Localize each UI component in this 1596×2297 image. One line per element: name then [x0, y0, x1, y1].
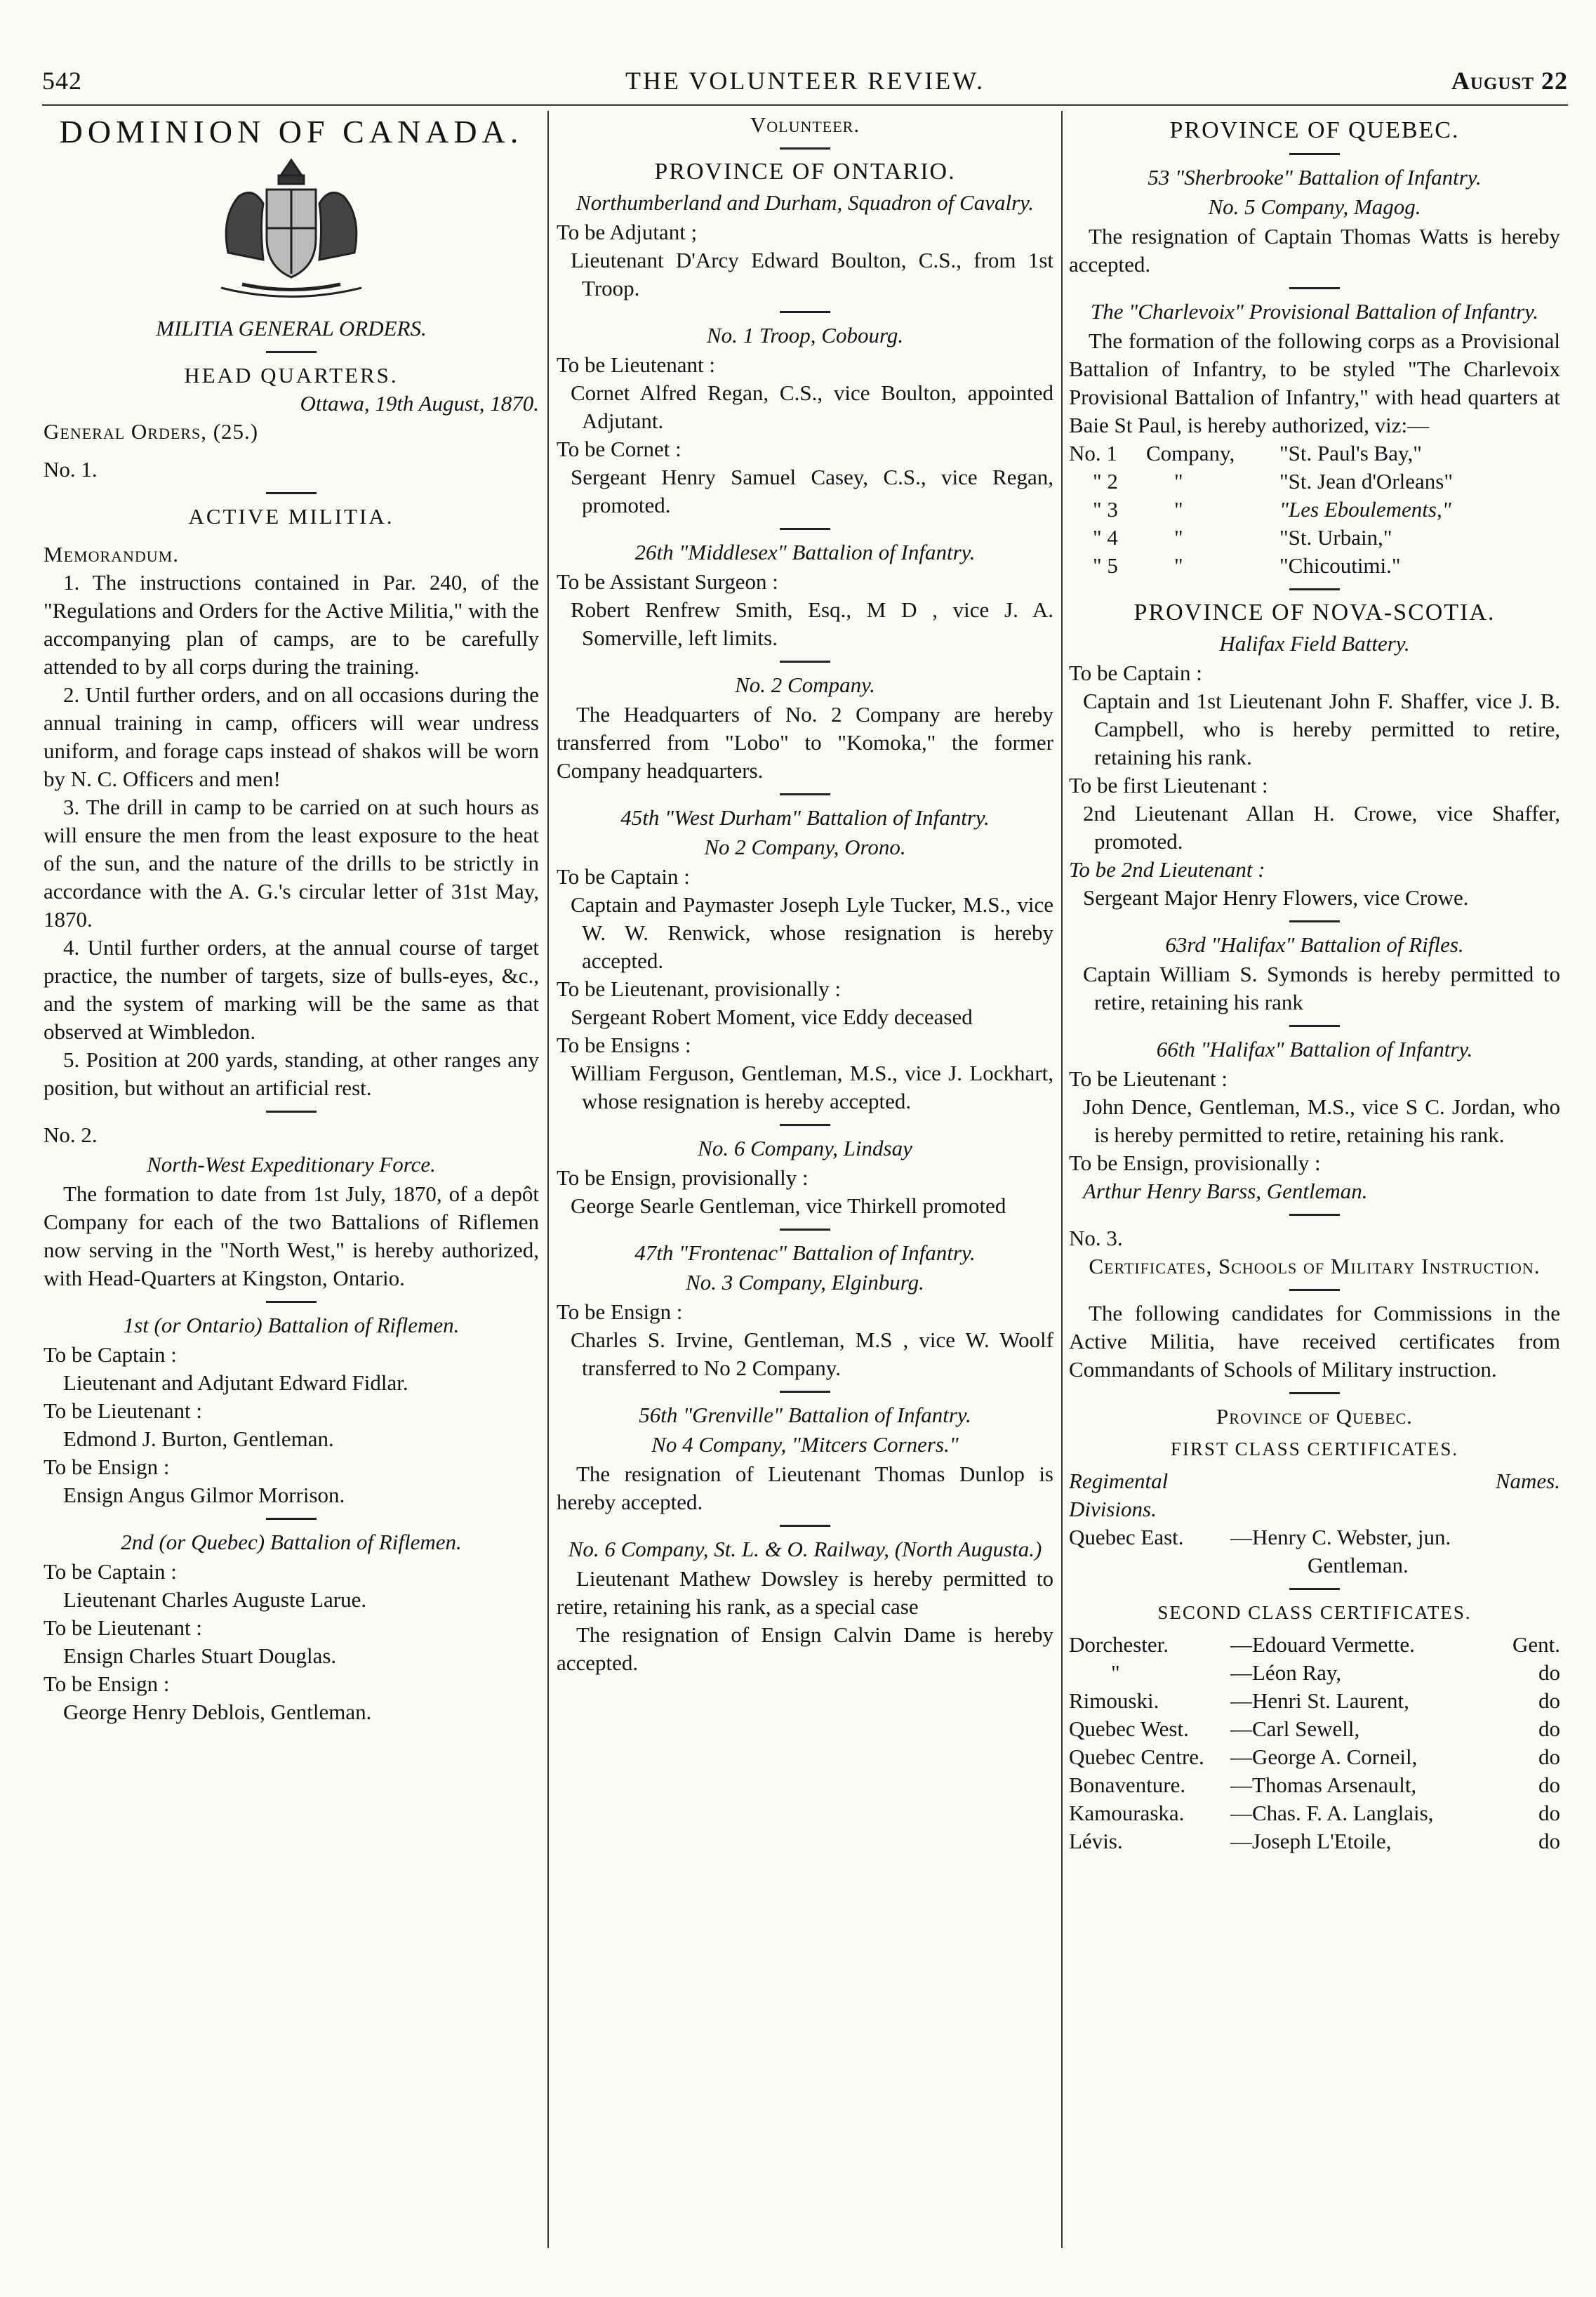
unit-heading: No. 6 Company, St. L. & O. Railway, (North Augusta.): [568, 1537, 1042, 1561]
province-ontario-heading: PROVINCE OF ONTARIO.: [654, 159, 956, 185]
notice-paragraph: The resignation of Ensign Calvin Dame is hereby accepted.: [557, 1622, 1053, 1675]
general-orders-label: General Orders, (25.): [44, 419, 259, 444]
appointment-entry: Sergeant Henry Samuel Casey, C.S., vice Regan, promoted.: [571, 465, 1053, 517]
first-class-heading: FIRST CLASS CERTIFICATES.: [1170, 1438, 1459, 1459]
ontario-riflemen-heading: 1st (or Ontario) Battalion of Riflemen.: [123, 1313, 460, 1337]
memo-paragraph-3: 3. The drill in camp to be carried on at such hours as will ensure the men from the least exposure to the heat of the sun, and the nature of the drills to be strictly in accordance with the A. G.'s circular letter of 31st May, 1870.: [44, 795, 539, 932]
grade-cell: do: [1538, 1773, 1560, 1797]
royal-coat-of-arms-emblem: [200, 154, 383, 302]
appointment-label: To be Lieutenant :: [44, 1615, 202, 1640]
divider: [780, 528, 830, 530]
divider: [780, 1525, 830, 1527]
divider: [1289, 1289, 1340, 1291]
appointment-entry: Lieutenant D'Arcy Edward Boulton, C.S., from 1st Troop.: [571, 248, 1053, 300]
notice-paragraph: The resignation of Captain Thomas Watts is hereby accepted.: [1069, 224, 1560, 277]
name-cell: —Chas. F. A. Langlais,: [1230, 1801, 1434, 1825]
column-3: [1069, 111, 1560, 2262]
grade-cell: do: [1538, 1716, 1560, 1741]
province-quebec-subheading: Province of Quebec.: [1216, 1404, 1413, 1429]
company-word: ": [1174, 497, 1183, 522]
name-cell: —Edouard Vermette.: [1230, 1632, 1415, 1657]
appointment-label: To be Lieutenant :: [557, 352, 715, 377]
table-row: [1069, 1715, 1560, 1743]
appointment-label: To be Captain :: [557, 864, 690, 889]
divider: [266, 492, 317, 494]
unit-heading: Halifax Field Battery.: [1219, 631, 1410, 656]
grade-cell: do: [1538, 1829, 1560, 1853]
appointment-label: To be Lieutenant, provisionally :: [557, 977, 842, 1001]
grade-cell: do: [1538, 1745, 1560, 1769]
quebec-riflemen-heading: 2nd (or Quebec) Battalion of Riflemen.: [121, 1530, 462, 1554]
table-row: [1069, 1743, 1560, 1771]
second-class-heading: SECOND CLASS CERTIFICATES.: [1157, 1602, 1472, 1623]
active-militia-heading: ACTIVE MILITIA.: [188, 504, 394, 529]
divider: [1289, 287, 1340, 289]
notice-paragraph: The formation of the following corps as a Provisional Battalion of Infantry, to be styled "The Charlevoix Provisional Battalion of Infantry," with head quarters at Baie St Paul, is hereby authorized, viz:—: [1069, 329, 1560, 437]
company-number: " 4: [1093, 525, 1118, 550]
appointment-entry: Sergeant Major Henry Flowers, vice Crowe.: [1083, 885, 1469, 910]
unit-heading: 45th "West Durham" Battalion of Infantry.: [620, 805, 990, 830]
name-cell: Gentleman.: [1308, 1553, 1409, 1577]
name-cell: —Carl Sewell,: [1230, 1716, 1360, 1741]
appointment-entry: Arthur Henry Barss, Gentleman.: [1083, 1179, 1368, 1203]
unit-heading: 66th "Halifax" Battalion of Infantry.: [1156, 1037, 1473, 1061]
divider: [780, 1391, 830, 1393]
division-cell: ": [1111, 1660, 1120, 1685]
appointment-label: To be 2nd Lieutenant :: [1069, 857, 1265, 882]
column-2: [557, 111, 1053, 2262]
table-row: [1069, 496, 1560, 524]
table-row: [1069, 1687, 1560, 1715]
page-number: 542: [42, 67, 82, 95]
grade-cell: do: [1538, 1688, 1560, 1713]
notice-paragraph: The Headquarters of No. 2 Company are hereby transferred from "Lobo" to "Komoka," the former Company headquarters.: [557, 702, 1053, 783]
company-word: Company,: [1146, 441, 1235, 465]
divider: [780, 311, 830, 313]
table-row: [1069, 1827, 1560, 1855]
appointment-entry: 2nd Lieutenant Allan H. Crowe, vice Shaffer, promoted.: [1083, 801, 1560, 854]
second-class-table: [1069, 1631, 1560, 1855]
name-cell: —Léon Ray,: [1230, 1660, 1342, 1685]
company-heading: No 2 Company, Orono.: [704, 835, 906, 859]
name-cell: —Henri St. Laurent,: [1230, 1688, 1409, 1713]
appointment-entry: Sergeant Robert Moment, vice Eddy deceased: [571, 1005, 973, 1029]
appointment-label: To be Lieutenant :: [44, 1398, 202, 1423]
header-rule: [42, 104, 1568, 106]
companies-table: [1069, 439, 1560, 580]
division-cell: [1069, 1551, 1230, 1580]
appointment-label: To be Ensign :: [44, 1455, 170, 1479]
appointment-entry: Captain and 1st Lieutenant John F. Shaffer, vice J. B. Campbell, who is hereby permitted to retire, retaining his rank.: [1083, 689, 1560, 769]
memo-paragraph-5: 5. Position at 200 yards, standing, at other ranges any position, but without an artificial rest.: [44, 1047, 539, 1100]
unit-heading: Northumberland and Durham, Squadron of Cavalry.: [576, 190, 1034, 215]
order-number-2: No. 2.: [44, 1123, 98, 1147]
appointment-entry: George Henry Deblois, Gentleman.: [63, 1700, 372, 1724]
appointment-label: To be Ensigns :: [557, 1033, 691, 1057]
publication-title: THE VOLUNTEER REVIEW.: [625, 67, 985, 95]
table-header-row: [1069, 1467, 1560, 1523]
divider: [1289, 588, 1340, 590]
appointment-entry: Ensign Charles Stuart Douglas.: [63, 1643, 337, 1668]
appointment-entry: Lieutenant and Adjutant Edward Fidlar.: [63, 1370, 408, 1395]
table-row: [1069, 439, 1560, 468]
company-word: ": [1174, 469, 1183, 494]
memo-paragraph-1: 1. The instructions contained in Par. 240, of the "Regulations and Orders for the Active Militia," with the accompanying plan of camps, are to be carefully attended to by all corps during the training.: [44, 570, 539, 679]
table-row: [1069, 552, 1560, 580]
name-cell: —Joseph L'Etoile,: [1230, 1829, 1392, 1853]
grade-cell: do: [1538, 1801, 1560, 1825]
company-heading: No 4 Company, "Mitcers Corners.": [651, 1432, 959, 1457]
table-row: [1069, 524, 1560, 552]
appointment-entry: George Searle Gentleman, vice Thirkell promoted: [571, 1193, 1006, 1218]
order-number-1: No. 1.: [44, 457, 98, 482]
unit-heading: 26th "Middlesex" Battalion of Infantry.: [634, 540, 976, 564]
appointment-entry: Captain and Paymaster Joseph Lyle Tucker, M.S., vice W. W. Renwick, whose resignation is hereby accepted.: [571, 892, 1053, 973]
north-west-paragraph: The formation to date from 1st July, 1870, of a depôt Company for each of the two Battalions of Riflemen now serving in the "North West," is hereby authorized, with Head-Quarters at Kingston, Ontario.: [44, 1181, 539, 1290]
unit-heading: The "Charlevoix" Provisional Battalion of Infantry.: [1091, 299, 1538, 324]
name-cell: —Thomas Arsenault,: [1230, 1773, 1417, 1797]
company-name: "Chicoutimi.": [1279, 553, 1401, 578]
column-header-divisions: Regimental Divisions.: [1069, 1469, 1169, 1521]
divider: [266, 1301, 317, 1303]
appointment-label: To be Captain :: [44, 1342, 177, 1367]
division-cell: Lévis.: [1069, 1829, 1123, 1853]
order-number-3: No. 3.: [1069, 1226, 1123, 1250]
company-number: " 5: [1093, 553, 1118, 578]
unit-heading: 63rd "Halifax" Battalion of Rifles.: [1165, 932, 1464, 957]
appointment-label: To be Lieutenant :: [1069, 1066, 1228, 1091]
column-rule-2: [1061, 111, 1063, 2248]
name-cell: —Henry C. Webster, jun.: [1230, 1525, 1451, 1549]
company-word: ": [1174, 525, 1183, 550]
certificates-paragraph: The following candidates for Commissions in the Active Militia, have received certificates from Commandants of Schools of Military instruction.: [1069, 1301, 1560, 1382]
divider: [780, 793, 830, 795]
appointment-label: To be first Lieutenant :: [1069, 773, 1268, 797]
appointment-label: To be Ensign, provisionally :: [1069, 1151, 1321, 1175]
divider: [780, 147, 830, 150]
column-1: [44, 111, 539, 2262]
divider: [1289, 153, 1340, 155]
company-heading: No. 3 Company, Elginburg.: [686, 1270, 924, 1295]
division-cell: Kamouraska.: [1069, 1801, 1185, 1825]
table-row: [1069, 468, 1560, 496]
memorandum-label: Memorandum.: [44, 542, 179, 567]
division-cell: Rimouski.: [1069, 1688, 1159, 1713]
notice-paragraph: The resignation of Lieutenant Thomas Dunlop is hereby accepted.: [557, 1462, 1053, 1514]
divider: [780, 661, 830, 663]
division-cell: Dorchester.: [1069, 1632, 1169, 1657]
appointment-entry: John Dence, Gentleman, M.S., vice S C. Jordan, who is hereby permitted to retire, retaining his rank.: [1083, 1094, 1560, 1147]
company-number: No. 1: [1069, 441, 1117, 465]
appointment-entry: Ensign Angus Gilmor Morrison.: [63, 1483, 345, 1507]
table-row: [1069, 1659, 1560, 1687]
company-name: "St. Paul's Bay,": [1279, 441, 1422, 465]
unit-heading: 53 "Sherbrooke" Battalion of Infantry.: [1148, 165, 1482, 190]
company-name: "St. Jean d'Orleans": [1279, 469, 1453, 494]
company-name: "St. Urbain,": [1279, 525, 1392, 550]
divider: [1289, 1214, 1340, 1216]
divider: [780, 1229, 830, 1231]
province-nova-scotia-heading: PROVINCE OF NOVA-SCOTIA.: [1133, 600, 1496, 625]
company-word: ": [1174, 553, 1183, 578]
appointment-entry: Robert Renfrew Smith, Esq., M D , vice J. A. Somerville, left limits.: [571, 597, 1053, 650]
appointment-label: To be Ensign :: [557, 1299, 683, 1324]
page-header: [42, 59, 1568, 101]
volunteer-heading: Volunteer.: [750, 112, 860, 137]
unit-heading: 47th "Frontenac" Battalion of Infantry.: [634, 1240, 976, 1265]
division-cell: Quebec West.: [1069, 1716, 1189, 1741]
divider: [1289, 920, 1340, 922]
division-cell: Quebec Centre.: [1069, 1745, 1204, 1769]
appointment-entry: Cornet Alfred Regan, C.S., vice Boulton, appointed Adjutant.: [571, 380, 1053, 433]
company-name: "Les Eboulements,": [1279, 497, 1451, 522]
appointment-label: To be Ensign :: [44, 1672, 170, 1696]
appointment-entry: William Ferguson, Gentleman, M.S., vice J. Lockhart, whose resignation is hereby accepted.: [571, 1061, 1053, 1113]
appointment-label: To be Assistant Surgeon :: [557, 569, 778, 594]
divider: [1289, 1588, 1340, 1590]
masthead: DOMINION OF CANADA.: [59, 114, 524, 150]
appointment-label: To be Ensign, provisionally :: [557, 1165, 809, 1190]
company-heading: No. 5 Company, Magog.: [1208, 194, 1421, 219]
divider: [266, 351, 317, 353]
divider: [266, 1518, 317, 1520]
head-quarters-heading: HEAD QUARTERS.: [184, 363, 399, 388]
table-row: [1069, 1771, 1560, 1799]
appointment-label: To be Adjutant ;: [557, 220, 698, 244]
table-row: [1069, 1631, 1560, 1659]
province-quebec-heading: PROVINCE OF QUEBEC.: [1169, 117, 1460, 143]
division-cell: Bonaventure.: [1069, 1773, 1186, 1797]
divider: [266, 1111, 317, 1113]
table-row: [1069, 1523, 1560, 1551]
memo-paragraph-2: 2. Until further orders, and on all occasions during the annual training in camp, officers will wear undress uniform, and forage caps instead of shakos will be worn by N. C. Officers and men!: [44, 682, 539, 791]
company-heading: No. 6 Company, Lindsay: [698, 1136, 912, 1160]
grade-cell: do: [1538, 1660, 1560, 1685]
name-cell: —George A. Corneil,: [1230, 1745, 1418, 1769]
appointment-entry: Lieutenant Charles Auguste Larue.: [63, 1587, 367, 1612]
memo-paragraph-4: 4. Until further orders, at the annual course of target practice, the number of targets, size of bulls-eyes, &c., and the system of marking will be the same as that observed at Wimbledon.: [44, 935, 539, 1044]
unit-heading: No. 1 Troop, Cobourg.: [706, 323, 904, 347]
issue-date: August 22: [1451, 67, 1568, 95]
appointment-entry: Charles S. Irvine, Gentleman, M.S , vice W. Woolf transferred to No 2 Company.: [571, 1328, 1053, 1380]
column-rule-1: [547, 111, 549, 2248]
notice-paragraph: Lieutenant Mathew Dowsley is hereby permitted to retire, retaining his rank, as a special case: [557, 1566, 1053, 1619]
appointment-entry: Edmond J. Burton, Gentleman.: [63, 1426, 334, 1451]
appointment-label: To be Cornet :: [557, 437, 681, 461]
unit-heading: No. 2 Company.: [735, 673, 875, 697]
table-row: [1069, 1799, 1560, 1827]
company-number: " 2: [1093, 469, 1118, 494]
certificates-heading: Certificates, Schools of Military Instruction.: [1089, 1254, 1541, 1278]
table-row: [1069, 1551, 1560, 1580]
grade-cell: Gent.: [1512, 1632, 1560, 1657]
appointment-label: To be Captain :: [1069, 661, 1202, 685]
place-date: Ottawa, 19th August, 1870.: [300, 391, 539, 416]
north-west-force-heading: North-West Expeditionary Force.: [147, 1152, 436, 1177]
divider: [1289, 1392, 1340, 1394]
column-header-names: Names.: [1495, 1469, 1560, 1493]
notice-paragraph: Captain William S. Symonds is hereby permitted to retire, retaining his rank: [1083, 962, 1560, 1014]
appointment-label: To be Captain :: [44, 1559, 177, 1584]
militia-general-orders-heading: MILITIA GENERAL ORDERS.: [156, 316, 427, 340]
divider: [1289, 1025, 1340, 1027]
unit-heading: 56th "Grenville" Battalion of Infantry.: [639, 1403, 971, 1427]
division-cell: Quebec East.: [1069, 1525, 1184, 1549]
first-class-table: [1069, 1467, 1560, 1580]
divider: [780, 1124, 830, 1126]
company-number: " 3: [1093, 497, 1118, 522]
